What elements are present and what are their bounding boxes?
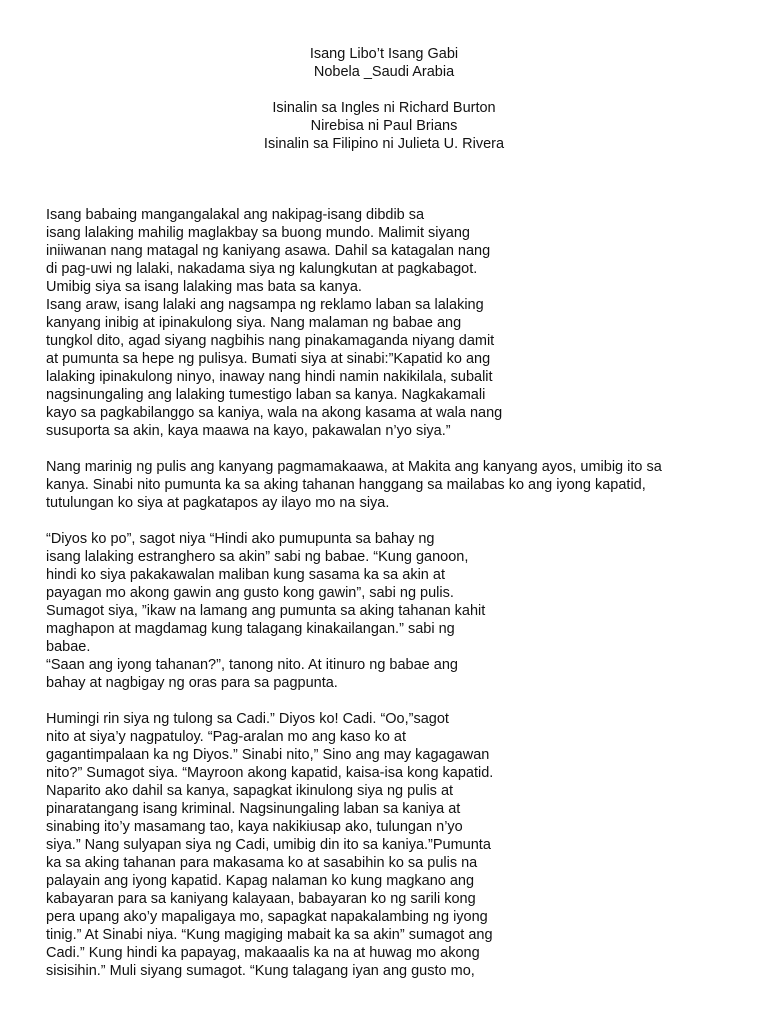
paragraph-line: Isang araw, isang lalaki ang nagsampa ng reklamo laban sa lalaking — [46, 297, 484, 313]
paragraph-line: hindi ko siya pakakawalan maliban kung sasama ka sa akin at — [46, 567, 445, 583]
paragraph-line: isang lalaking estranghero sa akin” sabi ng babae. “Kung ganoon, — [46, 549, 469, 565]
paragraph-line: siya.” Nang sulyapan siya ng Cadi, umibig din ito sa kaniya.”Pumunta — [46, 837, 491, 853]
paragraph-line: babae. — [46, 639, 91, 655]
paragraph-line: palayain ang iyong kapatid. Kapag nalaman ko kung magkano ang — [46, 873, 475, 889]
paragraph-line: kabayaran para sa kaniyang kalayaan, babayaran ko ng sarili kong — [46, 891, 476, 907]
story-body — [46, 206, 746, 980]
paragraph — [46, 206, 746, 440]
paragraph-line: ka sa aking tahanan para makasama ko at sasabihin ko sa pulis na — [46, 855, 478, 871]
credit-line: Isinalin sa Filipino ni Julieta U. Rivera — [263, 136, 505, 152]
paragraph-line: bahay at nagbigay ng oras para sa pagpunta. — [46, 675, 338, 691]
paragraph-line: Umibig siya sa isang lalaking mas bata sa kanya. — [46, 279, 362, 295]
paragraph-line: kayo sa pagkabilanggo sa kaniya, wala na akong kasama at wala nang — [46, 405, 503, 421]
paragraph-line: sinabing ito’y masamang tao, kaya nakikiusap ako, tulungan n’yo — [46, 819, 463, 835]
paragraph-line: isang lalaking mahilig maglakbay sa buong mundo. Malimit siyang — [46, 225, 470, 241]
paragraph-line: di pag-uwi ng lalaki, nakadama siya ng kalungkutan at pagkabagot. — [46, 261, 478, 277]
paragraph-line: payagan mo akong gawin ang gusto kong gawin”, sabi ng pulis. — [46, 585, 454, 601]
paragraph-line: pinaratangang isang kriminal. Nagsinungaling laban sa kaniya at — [46, 801, 461, 817]
paragraph-line: susuporta sa akin, kaya maawa na kayo, pakawalan n’yo siya.” — [46, 423, 451, 439]
paragraph-line: lalaking ipinakulong ninyo, inaway nang hindi namin nakikilala, subalit — [46, 369, 493, 385]
paragraph — [46, 458, 746, 512]
paragraph-line: Cadi.” Kung hindi ka papayag, makaaalis ka na at huwag mo akong — [46, 945, 480, 961]
paragraph-line: nito?” Sumagot siya. “Mayroon akong kapatid, kaisa-isa kong kapatid. — [46, 765, 494, 781]
paragraph-line: Nang marinig ng pulis ang kanyang pagmamakaawa, at Makita ang kanyang ayos, umibig ito sa — [46, 459, 662, 475]
paragraph-line: “Diyos ko po”, sagot niya “Hindi ako pumupunta sa bahay ng — [46, 531, 435, 547]
paragraph-spacer — [46, 692, 746, 710]
credits-block — [0, 99, 768, 153]
paragraph-line: nagsinungaling ang lalaking tumestigo laban sa kanya. Nagkakamali — [46, 387, 486, 403]
paragraph-line: pera upang ako’y mapaligaya mo, sapagkat napakalambing ng iyong — [46, 909, 488, 925]
paragraph-line: Isang babaing mangangalakal ang nakipag-isang dibdib sa — [46, 207, 425, 223]
paragraph-line: Naparito ako dahil sa kanya, sapagkat ikinulong siya ng pulis at — [46, 783, 454, 799]
credit-line: Nirebisa ni Paul Brians — [310, 118, 458, 134]
paragraph-line: iniiwanan nang matagal ng kaniyang asawa. Dahil sa katagalan nang — [46, 243, 491, 259]
document-subtitle: Nobela _Saudi Arabia — [313, 64, 455, 80]
paragraph-line: sisisihin.” Muli siyang sumagot. “Kung talagang iyan ang gusto mo, — [46, 963, 475, 979]
paragraph-line: tutulungan ko siya at pagkatapos ay ilayo mo na siya. — [46, 495, 390, 511]
title-block — [0, 45, 768, 81]
paragraph-line: kanyang inibig at ipinakulong siya. Nang malaman ng babae ang — [46, 315, 462, 331]
paragraph-line: nito at siya’y nagpatuloy. “Pag-aralan mo ang kaso ko at — [46, 729, 407, 745]
paragraph-line: Humingi rin siya ng tulong sa Cadi.” Diyos ko! Cadi. “Oo,”sagot — [46, 711, 449, 727]
paragraph-line: gagantimpalaan ka ng Diyos.” Sinabi nito,” Sino ang may kagagawan — [46, 747, 490, 763]
paragraph-line: maghapon at magdamag kung talagang kinakailangan.” sabi ng — [46, 621, 455, 637]
paragraph-spacer — [46, 512, 746, 530]
paragraph-line: at pumunta sa hepe ng pulisya. Bumati siya at sinabi:”Kapatid ko ang — [46, 351, 491, 367]
paragraph — [46, 530, 746, 692]
paragraph-line: “Saan ang iyong tahanan?”, tanong nito. At itinuro ng babae ang — [46, 657, 458, 673]
paragraph-line: Sumagot siya, ”ikaw na lamang ang pumunta sa aking tahanan kahit — [46, 603, 486, 619]
paragraph-line: kanya. Sinabi nito pumunta ka sa aking tahanan hanggang sa mailabas ko ang iyong kapatid, — [46, 477, 646, 493]
paragraph-spacer — [46, 440, 746, 458]
paragraph-line: tinig.” At Sinabi niya. “Kung magiging mabait ka sa akin” sumagot ang — [46, 927, 493, 943]
paragraph-line: tungkol dito, agad siyang nagbihis nang pinakamaganda niyang damit — [46, 333, 495, 349]
credit-line: Isinalin sa Ingles ni Richard Burton — [272, 100, 496, 116]
document-title: Isang Libo’t Isang Gabi — [309, 46, 459, 62]
paragraph — [46, 710, 746, 980]
